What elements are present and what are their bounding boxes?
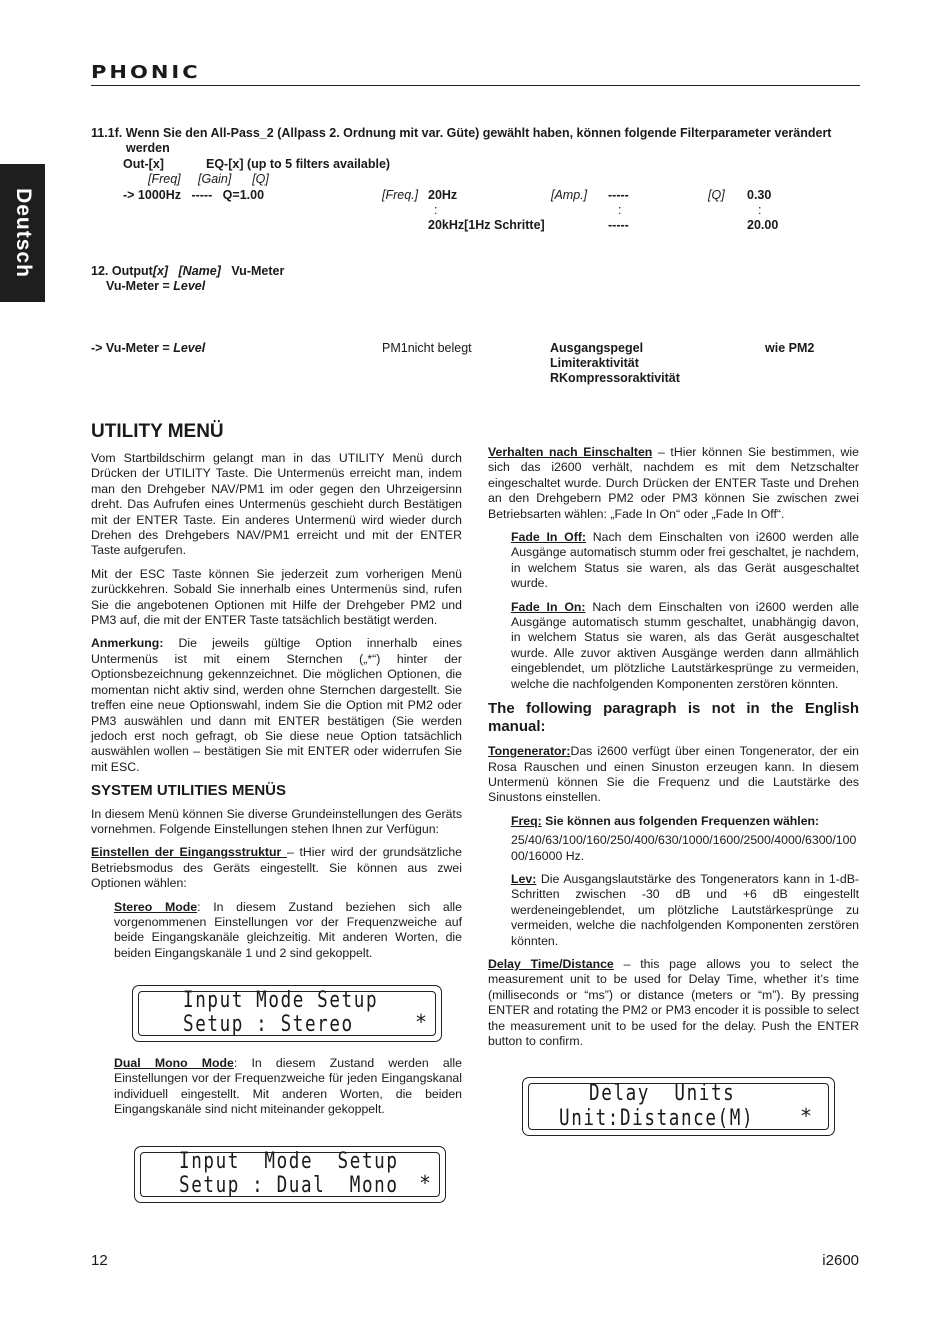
freq-list: 25/40/63/100/160/250/400/630/1000/1600/2500/4000/6300/10000/16000 Hz. [511, 833, 857, 863]
filter-params: [Freq] [Gain] [Q] [148, 172, 269, 186]
lcd-stereo-asterisk: * [415, 1010, 428, 1034]
q-colon: : [758, 203, 762, 217]
system-utilities-title: SYSTEM UTILITIES MENÜS [91, 782, 287, 800]
lcd-dual-line1: Input Mode Setup [179, 1149, 399, 1174]
filter-title: 11.1f. Wenn Sie den All-Pass_2 (Allpass 2. Ordnung mit var. Güte) gewählt haben, können folgende Filterparameter verändert [91, 126, 832, 140]
pm2-option-2: Limiteraktivität [550, 356, 639, 370]
power-on-behavior: Verhalten nach Einschalten – tHier können Sie bestimmen, wie sich das i2600 verhält, nachdem es mit dem Netzschalter eingeschaltet wurde. Durch Drücken der ENTER Taste und Drehen an den Drehgebern PM2 oder PM3 können Sie zwischen zwei Betriebsarten wählen: „Fade In On“ oder „Fade In Off“. [488, 445, 859, 521]
filter-current: -> 1000Hz ----- Q=1.00 [123, 188, 265, 202]
utility-intro: Vom Startbildschirm gelangt man in das UTILITY Menü durch Drücken der UTILITY Taste. Die Untermenüs erreicht man, indem man den Drehgeber NAV/PM1 im oder gegen den Uhrzeigersinn dreht. Das Aufrufen eines Untermenüs geschieht durch Bestätigen mit der ENTER Taste. Ein anderes Untermenü wird wieder durch Drehen des Drehgebers NAV/PM1 erreicht und mit der ENTER Taste aufgerufen. [91, 451, 462, 558]
q-max: 20.00 [747, 218, 779, 232]
phonic-logo: PHONIC [91, 62, 201, 83]
filter-out: Out-[x] [123, 157, 164, 171]
output-vu-current: -> Vu-Meter = Level [91, 341, 206, 355]
freq-label: [Freq.] [382, 188, 419, 202]
filter-eq: EQ-[x] (up to 5 filters available) [206, 157, 391, 171]
system-utilities-intro: In diesem Menü können Sie diverse Grundeinstellungen des Geräts vornehmen. Folgende Einstellungen stehen Ihnen zur Verfügun: [91, 806, 462, 836]
freq-min: 20Hz [428, 188, 458, 202]
pm2-option-3: RKompressoraktivität [550, 371, 680, 385]
lcd-delay-asterisk: * [800, 1104, 813, 1128]
fade-in-off: Fade In Off: Nach dem Einschalten von i2600 werden alle Ausgänge automatisch stumm oder frei geschaltet, je nachdem, in welchem Status sie waren, als das Gerät ausgeschaltet wurde. [511, 530, 860, 591]
language-tab-label: Deutsch [11, 188, 35, 278]
q-label: [Q] [708, 188, 725, 202]
freq-heading: Freq: Sie können aus folgenden Frequenzen wählen: [511, 813, 820, 828]
lcd-stereo-line1: Input Mode Setup [183, 988, 379, 1013]
input-structure: Einstellen der Eingangsstruktur – tHier wird der grundsätzliche Betriebsmodus des Geräts eingestellt. Sie können aus zwei Optionen wählen: [91, 845, 462, 891]
dual-mono-mode: Dual Mono Mode: In diesem Zustand werden alle Einstellungen vor der Frequenzweiche für jeden Eingangskanal individuell eingestellt. Mit anderen Worten, die beiden Eingangskanäle sind nicht miteinander gekoppelt. [114, 1056, 462, 1117]
fade-in-on: Fade In On: Nach dem Einschalten von i2600 werden alle Ausgänge automatisch stumm geschaltet, unabhängig davon, in welchem Status sie waren, als das Gerät ausgeschaltet wurde. Alle zuvor aktiven Ausgänge werden dann allmählich eingeblendet, um plötzliche Lautstärkesprünge zu vermeiden, welche die nachfolgenden Komponenten zerstören könnten. [511, 599, 859, 691]
freq-colon: : [434, 203, 438, 217]
filter-title-cont: werden [126, 141, 170, 155]
lcd-delay-line2: Unit:Distance(M) [559, 1106, 755, 1131]
english-note-title: The following paragraph is not in the English manual: [488, 700, 859, 736]
pm1-status: PM1nicht belegt [382, 341, 472, 355]
utility-title: UTILITY MENÜ [91, 421, 224, 442]
amp-colon: : [618, 203, 622, 217]
pm3-status: wie PM2 [765, 341, 815, 355]
utility-note: Anmerkung: Die jeweils gültige Option innerhalb eines Untermenüs ist mit einem Sternchen („*“) hinter der Optionsbezeichnung gekennzeichnet. Die möglichen Optionen, die momentan nicht aktiv sind, werden ohne Sternchen dargestellt. Sie treffen eine neue Optionswahl, indem Sie die Option mit PM2 oder PM3 auswählen und dann mit ENTER bestätigen (Sie werden jedoch erst noch gefragt, ob Sie diese neue Option tatsächlich auswählen wollen – bestätigen Sie mit ENTER oder widerrufen Sie mit ESC. [91, 636, 462, 774]
language-tab [0, 164, 45, 302]
amp-label: [Amp.] [551, 188, 588, 202]
tone-generator: Tongenerator:Das i2600 verfügt über einen Tongenerator, der ein Rosa Rauschen und einen Sinuston erzeugen kann. In diesem Untermenü können Sie die Frequenz und die Lautstärke des Sinustons einstellen. [488, 744, 859, 805]
pm2-option-1: Ausgangspegel [550, 341, 644, 355]
model-name: i2600 [822, 1252, 859, 1269]
right-column [488, 445, 859, 1057]
lcd-stereo [132, 985, 442, 1042]
amp-min: ----- [608, 188, 629, 202]
lcd-delay [522, 1077, 835, 1136]
dual-mono-block [91, 1056, 462, 1126]
header-rule [91, 85, 860, 86]
utility-esc: Mit der ESC Taste können Sie jederzeit zum vorherigen Menü zurückkehren. Sobald Sie innerhalb eines Untermenüs sind, rufen Sie die angebotenen Optionen mit Hilfe der Drehgeber PM2 und PM3 auf, die mit der ENTER Taste tatsächlich bestätigt werden. [91, 566, 462, 628]
q-min: 0.30 [747, 188, 772, 202]
level: Lev: Die Ausgangslautstärke des Tongenerators kann in 1-dB-Schritten zwischen -30 dB und +6 dB eingestellt werdeneingeblendet, um plötzliche Lautstärkesprünge zu vermeiden, welche die nachfolgenden Komponenten zerstören könnten. [511, 871, 859, 948]
output-vu-line: Vu-Meter = Level [106, 279, 206, 293]
freq-max: 20kHz[1Hz Schritte] [428, 218, 545, 232]
amp-max: ----- [608, 218, 629, 232]
lcd-dual [134, 1146, 446, 1203]
lcd-dual-asterisk: * [419, 1171, 432, 1195]
lcd-dual-line2: Setup : Dual Mono [179, 1173, 399, 1198]
lcd-stereo-line2: Setup : Stereo [183, 1012, 354, 1037]
left-column [91, 451, 462, 969]
output-title: 12. Output[x] [Name] Vu-Meter [91, 264, 285, 278]
lcd-delay-line1: Delay Units [589, 1081, 736, 1106]
stereo-mode: Stereo Mode: In diesem Zustand beziehen sich alle vorgenommenen Einstellungen vor der Frequenzweiche auf beide Eingangskanäle gleichzeitig. Mit anderen Worten, die beiden Eingangskanäle 1 und 2 sind gekoppelt. [114, 899, 463, 960]
delay-units: Delay Time/Distance – this page allows you to select the measurement unit to be used for Delay Time, whether it’s time (milliseconds or “ms”) or distance (meters or “m”). By pressing ENTER and rotating the PM2 or PM3 encoder it is possible to select the measurement unit to be used for the delay. Push the ENTER button to confirm. [488, 956, 859, 1048]
page-number: 12 [91, 1252, 108, 1269]
